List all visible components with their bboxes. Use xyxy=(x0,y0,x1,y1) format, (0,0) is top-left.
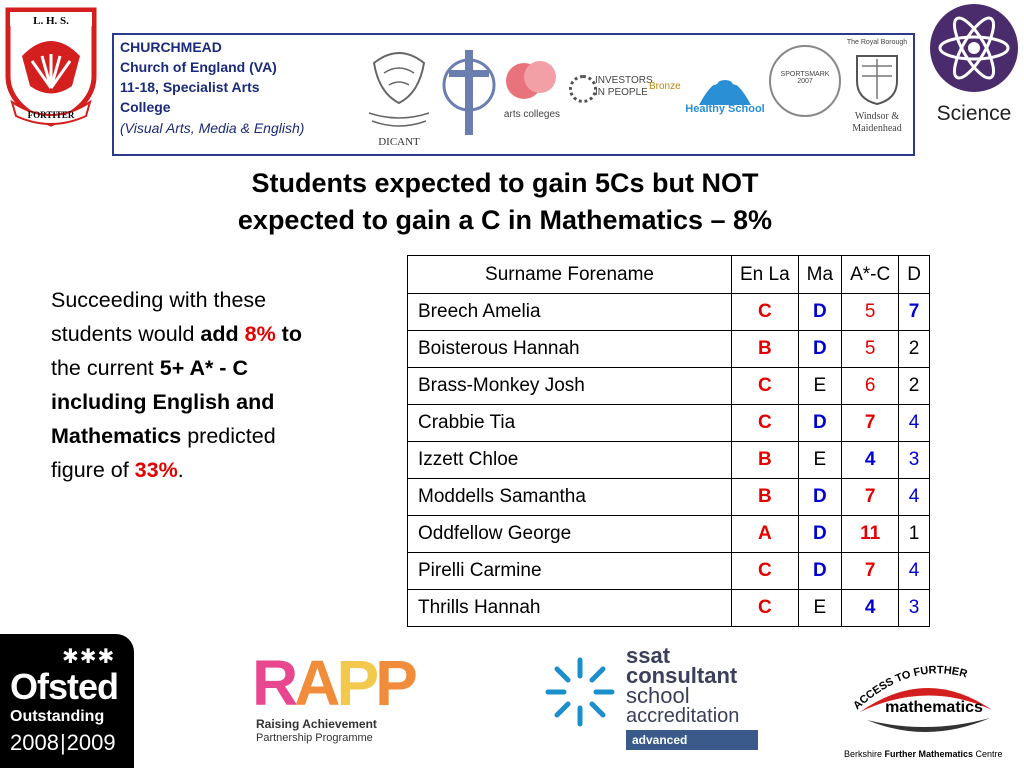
windsor-line2: Maidenhead xyxy=(852,123,902,134)
cell-maths: E xyxy=(798,590,841,627)
table-row xyxy=(408,590,930,627)
science-specialism-logo xyxy=(926,2,1022,132)
science-label: Science xyxy=(936,102,1012,125)
cell-maths: D xyxy=(798,331,841,368)
ssat-line1: ssat xyxy=(626,643,671,668)
note-percent: 8% xyxy=(244,322,276,346)
note-text-3: predicted figure of xyxy=(51,424,276,482)
cell-english: B xyxy=(732,479,799,516)
school-ages: 11-18, Specialist Arts xyxy=(120,79,260,95)
cell-astar-c: 6 xyxy=(842,368,899,405)
cell-name: Oddfellow George xyxy=(408,516,732,553)
cell-name: Brass-Monkey Josh xyxy=(408,368,732,405)
cell-name: Boisterous Hannah xyxy=(408,331,732,368)
cell-astar-c: 4 xyxy=(842,590,899,627)
ssat-accreditation-logo xyxy=(520,642,765,757)
note-measure: 5+ A* - C including English and Mathematics xyxy=(51,356,275,448)
investors-dots-icon xyxy=(569,75,597,103)
cell-astar-c: 7 xyxy=(842,479,899,516)
cell-d: 3 xyxy=(899,590,930,627)
sportsmark-badge xyxy=(769,45,841,117)
investors-line1: INVESTORS xyxy=(595,75,653,86)
table-header-row xyxy=(408,256,930,294)
school-college: College xyxy=(120,99,171,115)
cell-d: 3 xyxy=(899,442,930,479)
school-header-banner xyxy=(112,33,915,156)
cell-name: Izzett Chloe xyxy=(408,442,732,479)
cell-maths: D xyxy=(798,479,841,516)
further-maths-centre-label: Berkshire Further Mathematics Centre xyxy=(844,749,1003,759)
windsor-crest-icon xyxy=(852,51,902,106)
table-row xyxy=(408,331,930,368)
cell-astar-c: 5 xyxy=(842,331,899,368)
cell-astar-c: 4 xyxy=(842,442,899,479)
cell-name: Pirelli Carmine xyxy=(408,553,732,590)
rapp-line2: Partnership Programme xyxy=(256,732,373,744)
note-to: to xyxy=(275,322,302,346)
windsor-top-label: The Royal Borough xyxy=(846,39,908,46)
arts-masks-icon xyxy=(502,53,562,108)
cell-maths: D xyxy=(798,553,841,590)
col-header-d: D xyxy=(899,256,930,294)
cell-d: 2 xyxy=(899,368,930,405)
investors-in-people-badge xyxy=(569,73,679,113)
cell-name: Moddells Samantha xyxy=(408,479,732,516)
table-row xyxy=(408,442,930,479)
further-maths-word: mathematics xyxy=(885,699,983,716)
cell-astar-c: 7 xyxy=(842,405,899,442)
cell-maths: E xyxy=(798,368,841,405)
ssat-line3: school xyxy=(626,683,690,708)
cell-name: Crabbie Tia xyxy=(408,405,732,442)
cell-name: Thrills Hannah xyxy=(408,590,732,627)
school-type: Church of England (VA) xyxy=(120,59,277,75)
col-header-maths: Ma xyxy=(798,256,841,294)
cell-d: 4 xyxy=(899,479,930,516)
table-row xyxy=(408,479,930,516)
ssat-line2: consultant xyxy=(626,663,738,688)
atom-icon xyxy=(926,2,1022,98)
lhs-initials: L. H. S. xyxy=(33,15,69,27)
cell-astar-c: 11 xyxy=(842,516,899,553)
arts-colleges-badge xyxy=(502,53,566,137)
ofsted-years: 2008|2009 xyxy=(10,730,116,755)
col-header-name: Surname Forename xyxy=(408,256,732,294)
healthy-school-figures-icon xyxy=(684,55,766,110)
cell-d: 4 xyxy=(899,553,930,590)
lhs-school-crest xyxy=(2,6,100,128)
ofsted-stars-icon: ✱✱✱ xyxy=(62,646,116,668)
dicant-emblem xyxy=(364,43,434,151)
windsor-maidenhead-crest xyxy=(844,39,910,151)
school-name: CHURCHMEAD xyxy=(120,39,222,55)
cell-name: Breech Amelia xyxy=(408,294,732,331)
side-note xyxy=(51,283,331,487)
col-header-astar-c: A*-C xyxy=(842,256,899,294)
cell-english: C xyxy=(732,553,799,590)
investors-line2: IN PEOPLE xyxy=(595,87,648,98)
rapp-logo xyxy=(252,647,432,751)
title-line1: Students expected to gain 5Cs but NOT xyxy=(251,168,759,198)
cell-d: 1 xyxy=(899,516,930,553)
cell-d: 2 xyxy=(899,331,930,368)
note-text-1: Succeeding with these students would xyxy=(51,288,267,346)
investors-level: Bronze xyxy=(649,81,681,92)
lhs-motto: FORTITER xyxy=(27,110,75,120)
further-maths-logo xyxy=(842,650,1012,762)
table-row xyxy=(408,368,930,405)
table-row xyxy=(408,294,930,331)
school-specialism: (Visual Arts, Media & English) xyxy=(120,120,305,136)
table-row xyxy=(408,405,930,442)
cell-english: C xyxy=(732,590,799,627)
table-row xyxy=(408,516,930,553)
healthy-school-label: Healthy School xyxy=(685,103,765,115)
ssat-advanced-tag: advanced xyxy=(626,730,758,750)
title-line2: expected to gain a C in Mathematics – 8% xyxy=(237,205,773,235)
cell-english: B xyxy=(732,331,799,368)
healthy-school-badge xyxy=(684,55,766,135)
further-maths-arc-icon xyxy=(842,650,1012,746)
sportsmark-label: SPORTSMARK 2007 xyxy=(780,71,830,85)
col-header-english: En La xyxy=(732,256,799,294)
windsor-line1: Windsor & xyxy=(854,111,900,122)
table-row xyxy=(408,553,930,590)
cell-maths: D xyxy=(798,405,841,442)
cell-astar-c: 5 xyxy=(842,294,899,331)
cell-maths: D xyxy=(798,294,841,331)
cell-maths: E xyxy=(798,442,841,479)
note-text-2: the current xyxy=(51,356,160,380)
rapp-wordmark: RAPP xyxy=(252,647,414,719)
ssat-line4: accreditation xyxy=(626,705,740,727)
dicant-label: DICANT xyxy=(378,136,420,148)
note-end: . xyxy=(177,458,184,482)
slide-title xyxy=(100,165,910,239)
note-add: add xyxy=(200,322,245,346)
cell-english: B xyxy=(732,442,799,479)
cross-emblem xyxy=(439,45,499,145)
rapp-line1: Raising Achievement xyxy=(256,717,377,731)
ofsted-name: Ofsted xyxy=(10,666,119,707)
cell-d: 4 xyxy=(899,405,930,442)
cell-english: C xyxy=(732,294,799,331)
ofsted-outstanding-badge xyxy=(0,634,134,768)
arts-colleges-label: arts colleges xyxy=(503,109,561,120)
cell-d: 7 xyxy=(899,294,930,331)
further-maths-arc-text: ACCESS TO FURTHER xyxy=(851,664,969,713)
student-grades-table xyxy=(407,255,930,627)
note-percent-2: 33% xyxy=(134,458,178,482)
cell-english: A xyxy=(732,516,799,553)
ofsted-grade: Outstanding xyxy=(10,708,105,725)
ssat-starburst-icon xyxy=(540,652,620,732)
cell-astar-c: 7 xyxy=(842,553,899,590)
cell-english: C xyxy=(732,405,799,442)
cell-english: C xyxy=(732,368,799,405)
cell-maths: D xyxy=(798,516,841,553)
